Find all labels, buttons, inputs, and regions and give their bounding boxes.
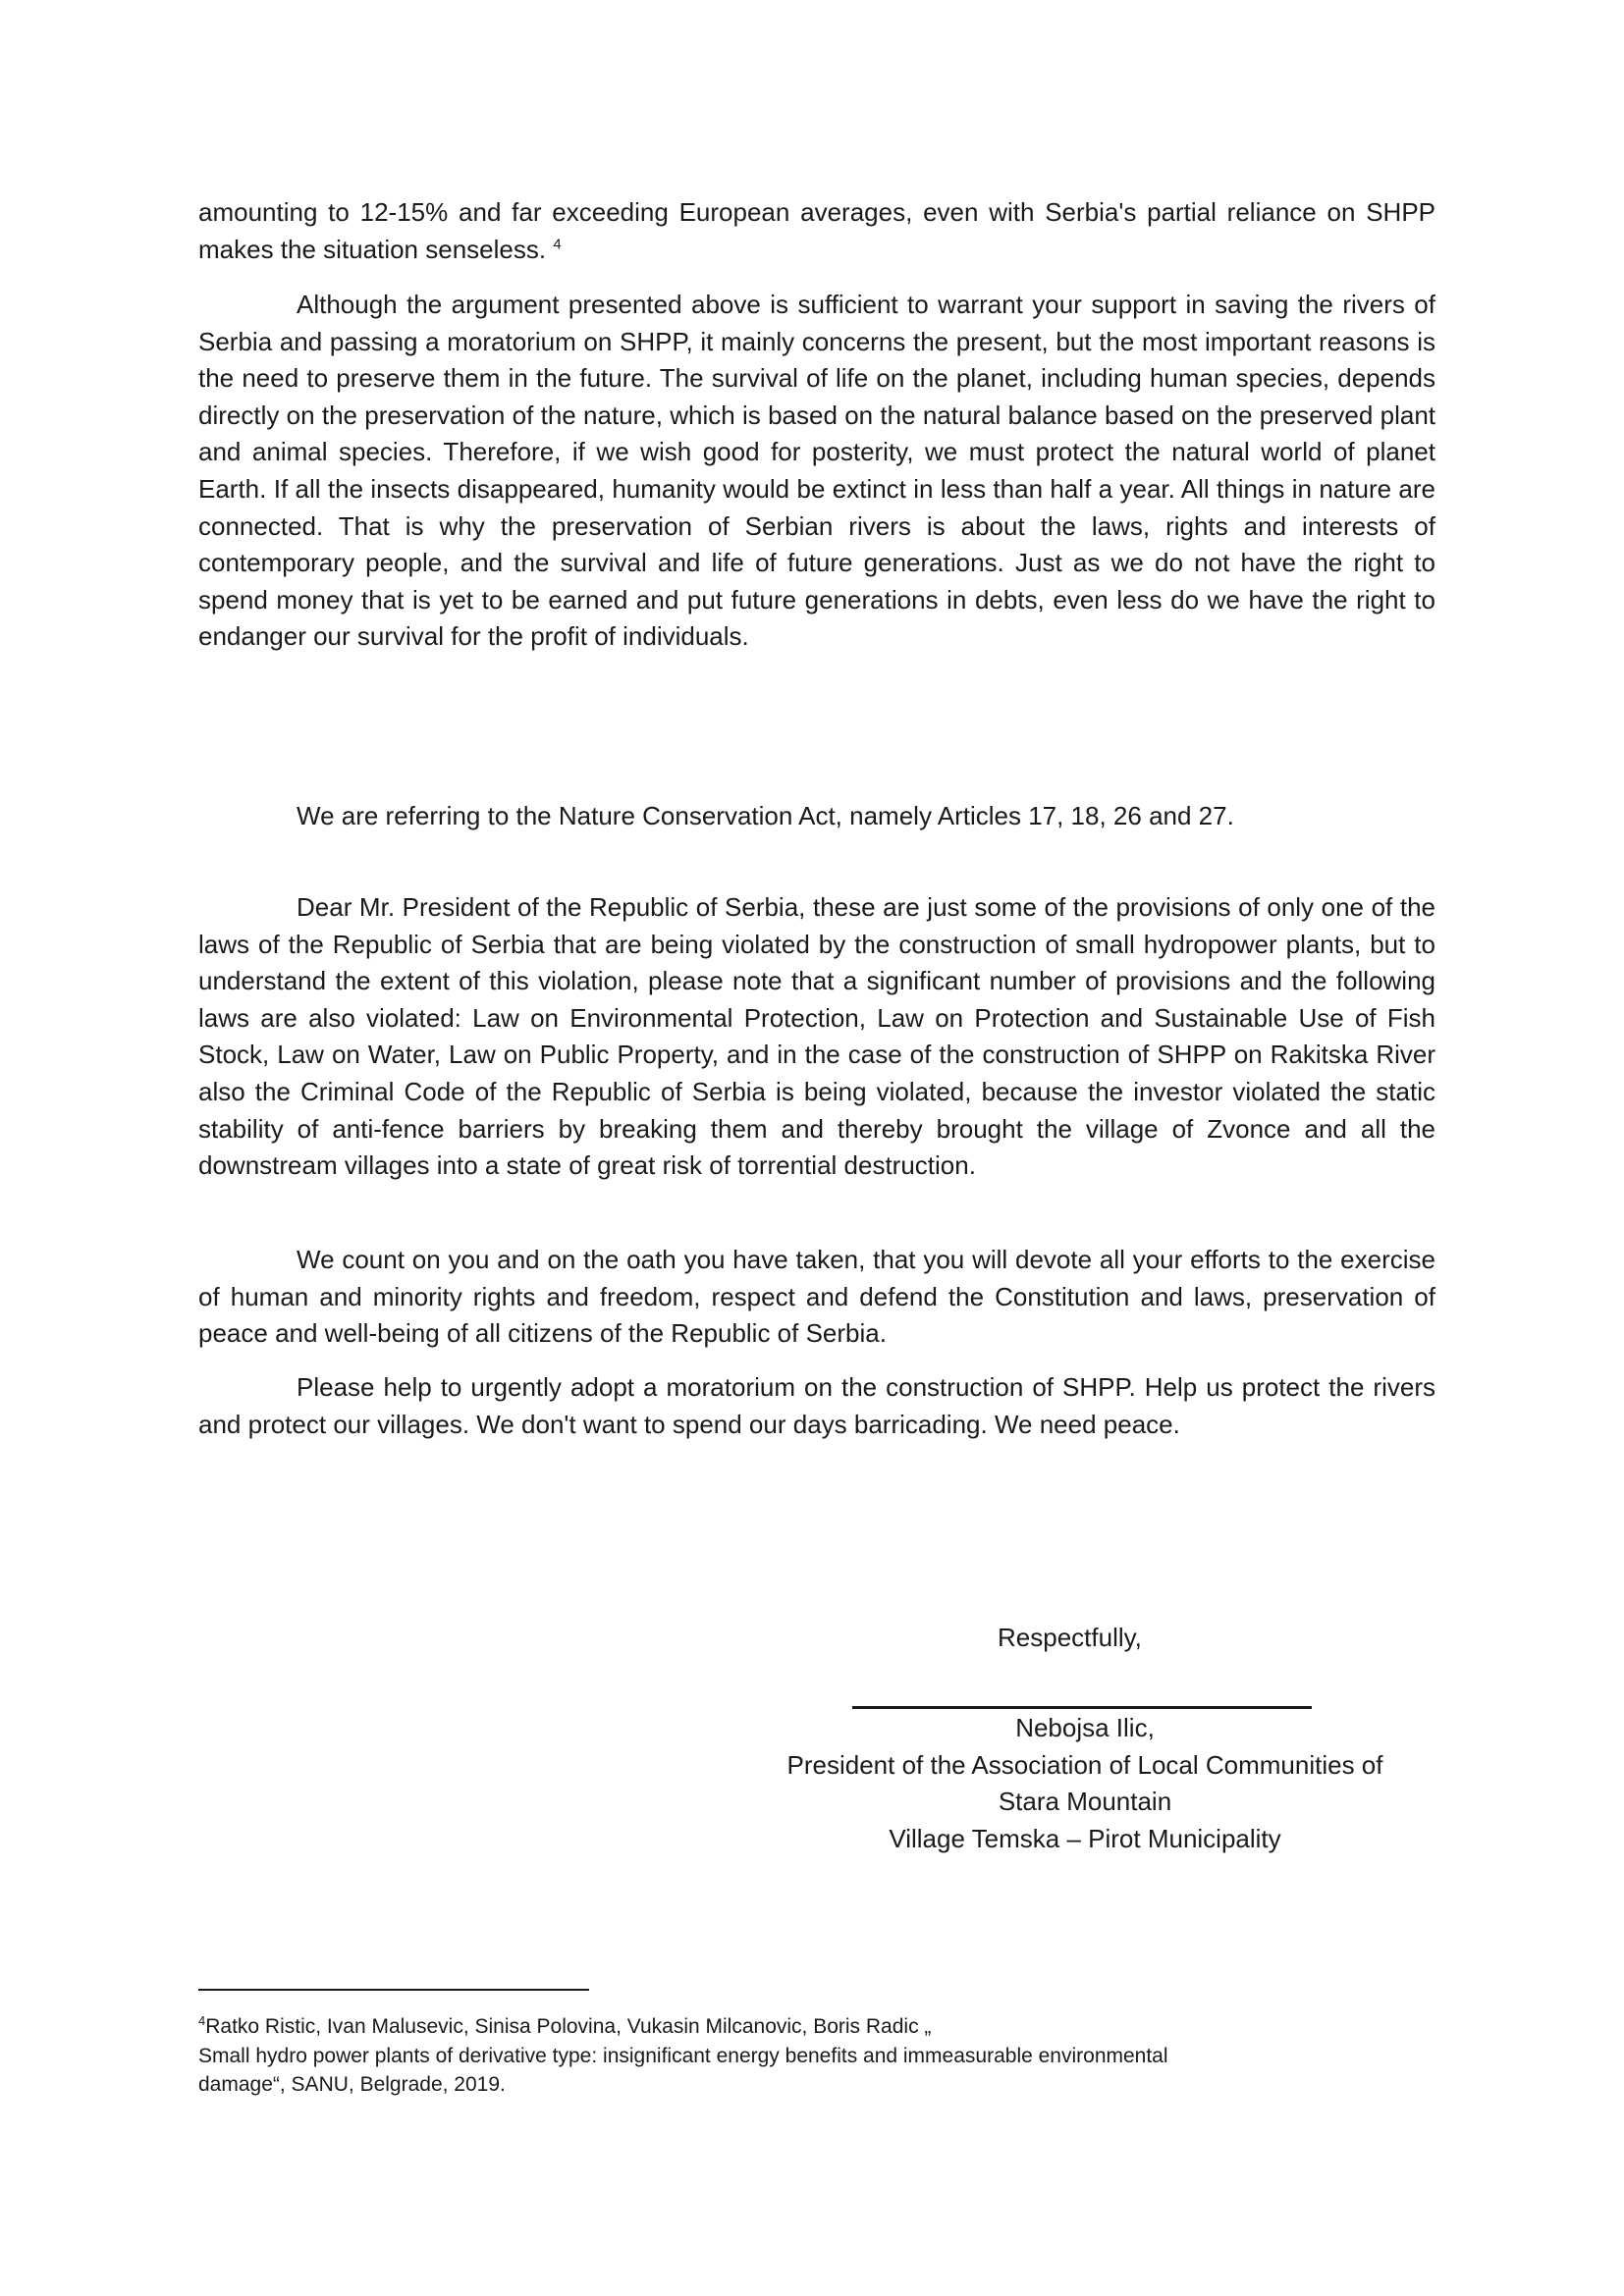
paragraph-argument: Although the argument presented above is sufficient to warrant your support in saving the rivers of Serbia and passing a moratorium on SHPP, it mainly concerns the present, but the most important reasons is the need to preserve them in the future. The survival of life on the planet, including human species, depends directly on the preservation of the nature, which is based on the natural balance based on the preserved plant and animal species. Therefore, if we wish good for posterity, we must protect the natural world of planet Earth. If all the insects disappeared, humanity would be extinct in less than half a year. All things in nature are connected. That is why the preservation of Serbian rivers is about the laws, rights and interests of contemporary people, and the survival and life of future generations. Just as we do not have the right to spend money that is yet to be earned and put future generations in debts, even less do we have the right to endanger our survival for the profit of individuals. xyxy=(198,290,1435,652)
footnote-authors-text: Ratko Ristic, Ivan Malusevic, Sinisa Polovina, Vukasin Milcanovic, Boris Radic „ xyxy=(205,2015,932,2038)
signature-line xyxy=(852,1706,1312,1709)
paragraph-intro-text: amounting to 12-15% and far exceeding European averages, even with Serbia's partial reliance on SHPP makes the situation senseless. xyxy=(198,197,1435,264)
footnote-title-line1: Small hydro power plants of derivative type: insignificant energy benefits and immeasurable environmental xyxy=(198,2044,1168,2067)
paragraph-president: Dear Mr. President of the Republic of Serbia, these are just some of the provisions of only one of the laws of the Republic of Serbia that are being violated by the construction of small hydropower plants, but to understand the extent of this violation, please note that a significant number of provisions and the following laws are also violated: Law on Environmental Protection, Law on Protection and Sustainable Use of Fish Stock, Law on Water, Law on Public Property, and in the case of the construction of SHPP on Rakitska River also the Criminal Code of the Republic of Serbia is being violated, because the investor violated the static stability of anti-fence barriers by breaking them and thereby brought the village of Zvonce and all the downstream villages into a state of great risk of torrential destruction. xyxy=(198,892,1435,1181)
signatory-location: Village Temska – Pirot Municipality xyxy=(889,1823,1281,1853)
footnote xyxy=(198,2012,1435,2100)
signatory-title: President of the Association of Local Communities of xyxy=(786,1749,1383,1780)
footnote-title-line2: damage“, SANU, Belgrade, 2019. xyxy=(198,2073,506,2096)
paragraph-plea: Please help to urgently adopt a moratorium on the construction of SHPP. Help us protect the rivers and protect our villages. We don't want to spend our days barricading. We need peace. xyxy=(198,1372,1435,1439)
closing-salutation: Respectfully, xyxy=(998,1623,1142,1652)
footnote-reference: 4 xyxy=(553,235,562,252)
footnote-separator xyxy=(198,1989,589,1991)
paragraph-oath: We count on you and on the oath you have taken, that you will devote all your efforts to the exercise of human and minority rights and freedom, respect and defend the Constitution and laws, preservation of peace and well-being of all citizens of the Republic of Serbia. xyxy=(198,1245,1435,1349)
signatory-name: Nebojsa Ilic, xyxy=(1015,1713,1155,1742)
paragraph-intro xyxy=(198,194,1435,268)
signature-block xyxy=(727,1710,1443,1857)
footnote-number: 4 xyxy=(198,2013,206,2028)
paragraph-reference: We are referring to the Nature Conservation Act, namely Articles 17, 18, 26 and 27. xyxy=(297,801,1234,830)
signatory-organization: Stara Mountain xyxy=(998,1787,1172,1817)
footnote-authors xyxy=(198,2012,1435,2042)
